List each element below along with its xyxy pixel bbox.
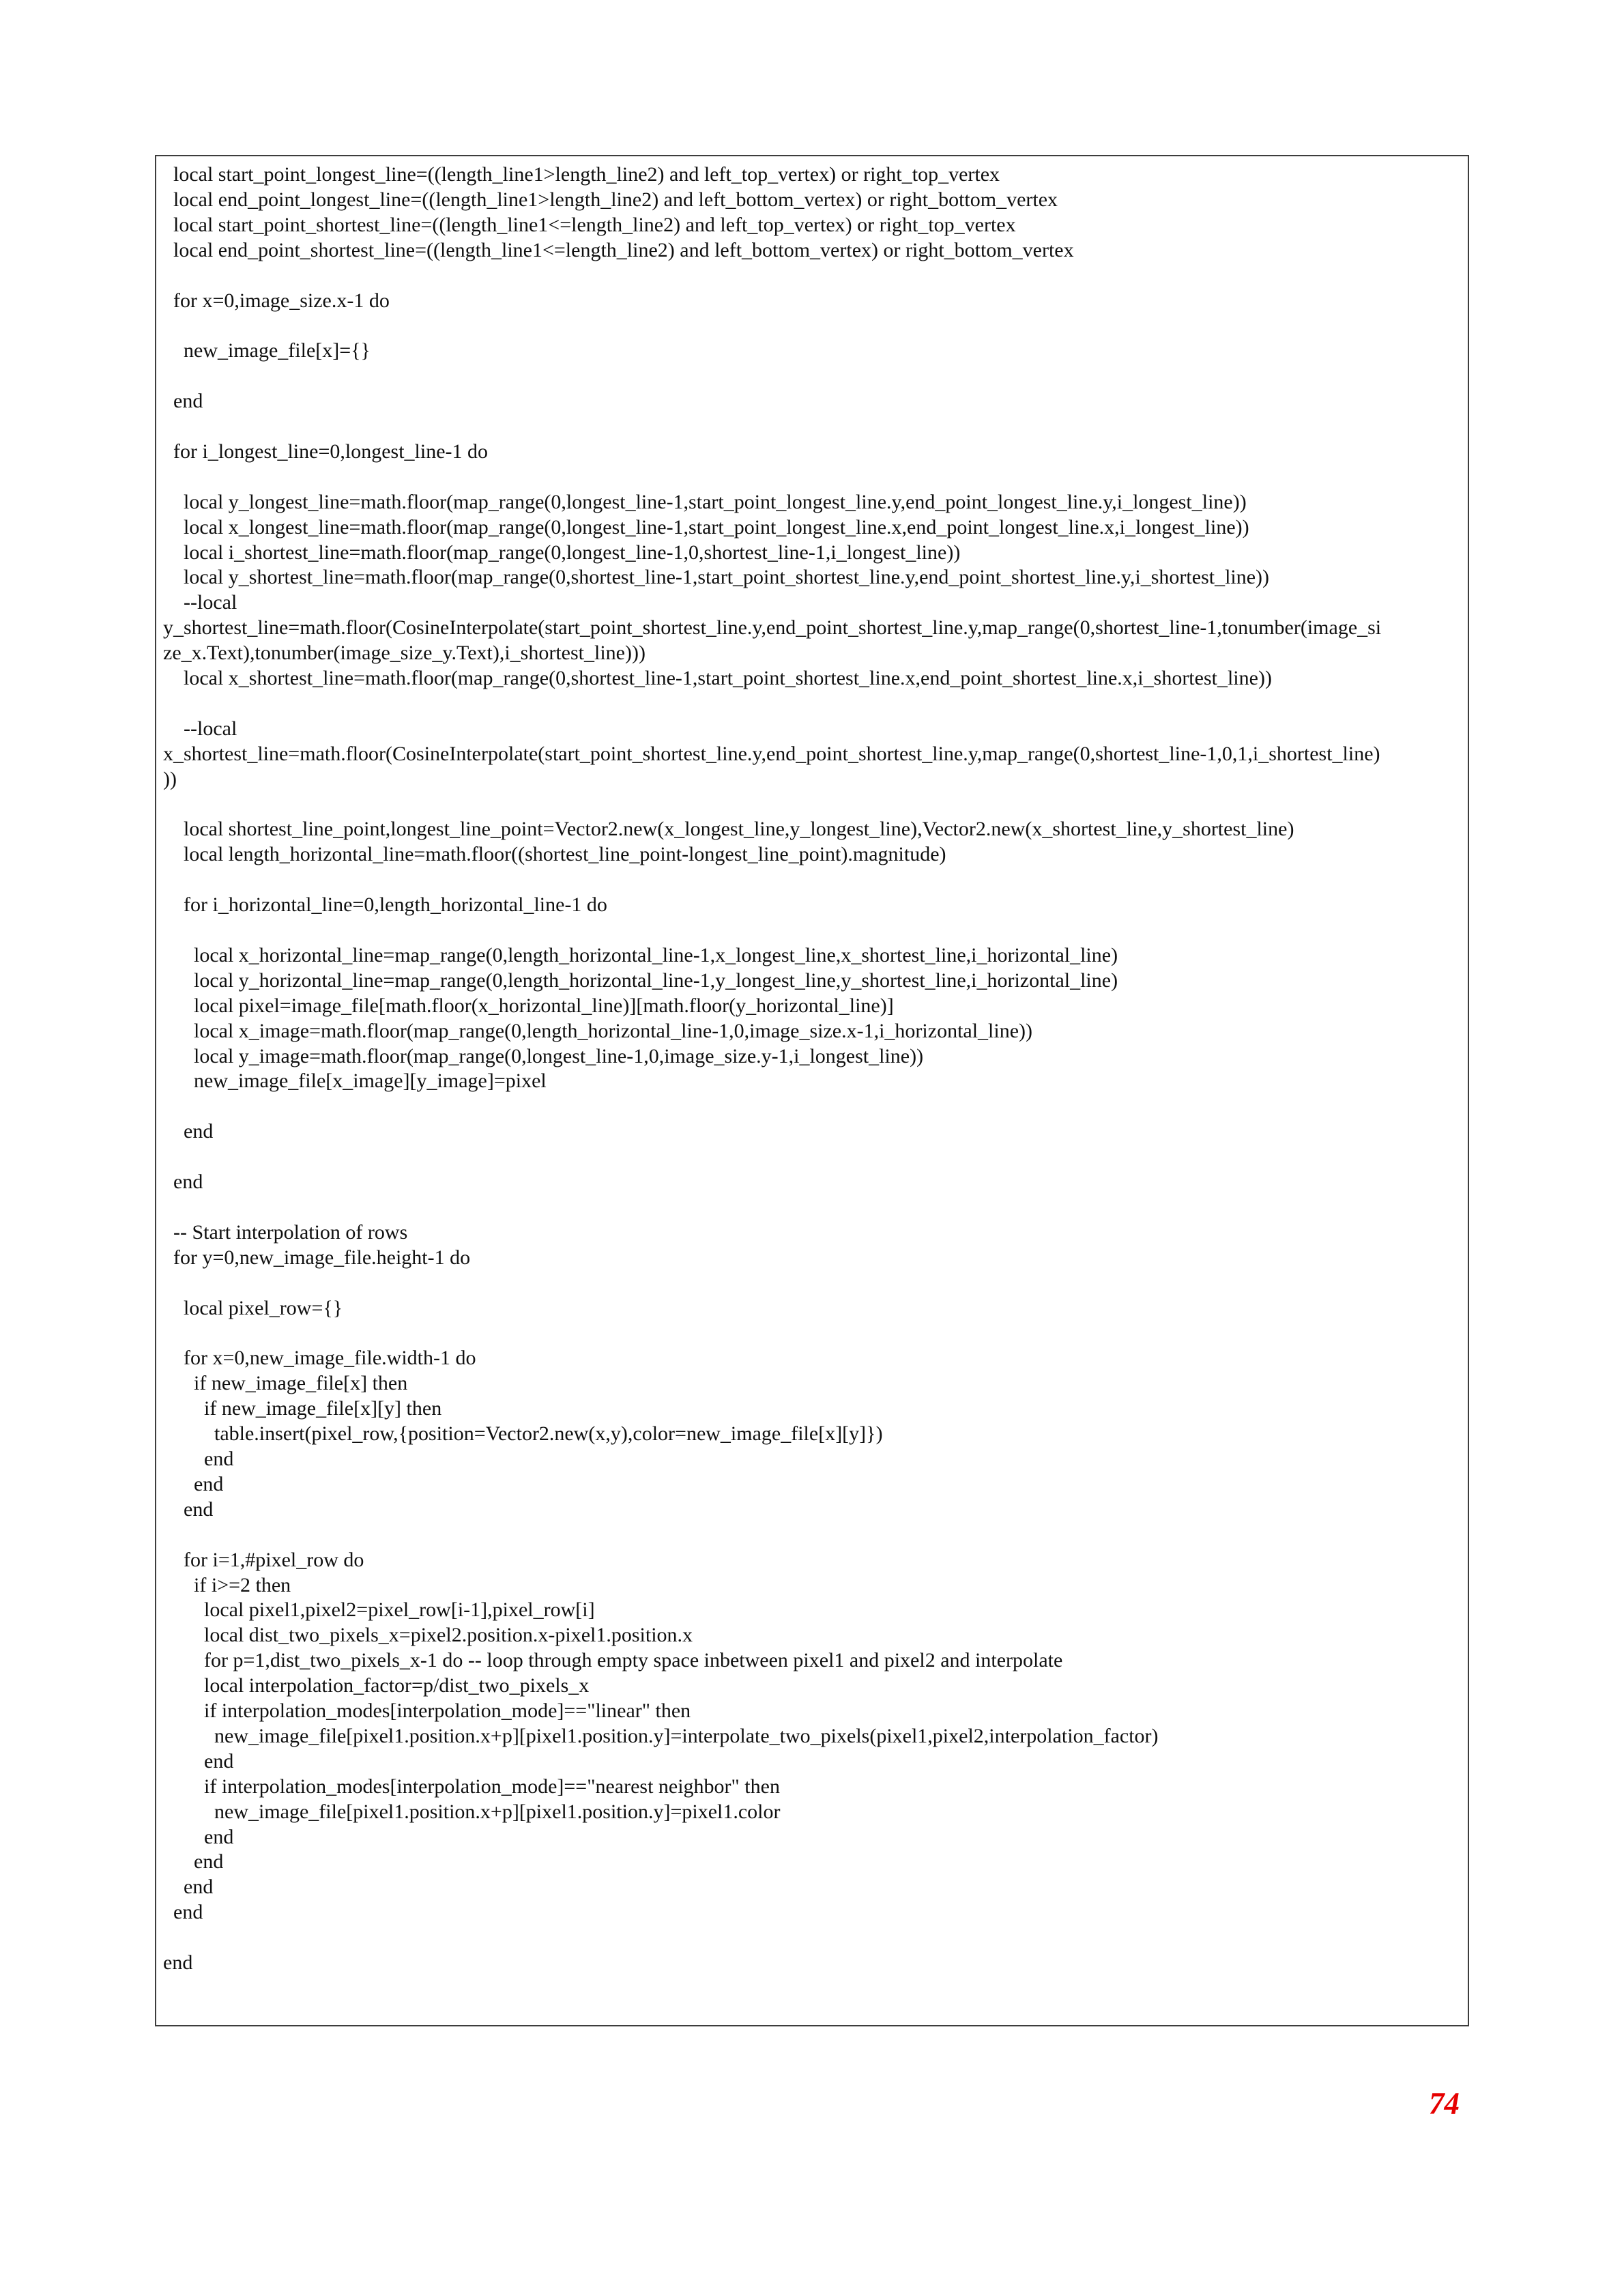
- code-line: end: [163, 1472, 224, 1495]
- code-line: [163, 867, 1464, 893]
- code-line: for y=0,new_image_file.height-1 do: [163, 1246, 471, 1269]
- code-line: local start_point_longest_line=((length_line1>length_line2) and left_top_vertex) or right_top_vertex: [163, 163, 1000, 186]
- code-line: -- Start interpolation of rows: [163, 1220, 408, 1244]
- code-line: [163, 364, 1464, 389]
- code-line: if new_image_file[x] then: [163, 1372, 408, 1395]
- code-line: for x=0,image_size.x-1 do: [163, 289, 390, 312]
- code-line: end: [163, 1120, 214, 1143]
- code-line: local y_longest_line=math.floor(map_range(0,longest_line-1,start_point_longest_line.y,end_point_longest_line.y,i_longest_line)): [163, 490, 1247, 513]
- code-line: local interpolation_factor=p/dist_two_pixels_x: [163, 1674, 590, 1697]
- code-line: local i_shortest_line=math.floor(map_range(0,longest_line-1,0,shortest_line-1,i_longest_line)): [163, 541, 961, 564]
- code-line: local pixel1,pixel2=pixel_row[i-1],pixel_row[i]: [163, 1598, 595, 1622]
- code-line: for i=1,#pixel_row do: [163, 1548, 364, 1571]
- code-line: ze_x.Text),tonumber(image_size_y.Text),i_shortest_line))): [163, 642, 646, 665]
- code-line: [163, 1271, 1464, 1296]
- code-line: end: [163, 1171, 203, 1194]
- code-line: if interpolation_modes[interpolation_mode]=="linear" then: [163, 1699, 691, 1723]
- code-line: end: [163, 1749, 234, 1773]
- code-listing: [155, 155, 1469, 2026]
- code-line: [163, 263, 1464, 289]
- code-line: local shortest_line_point,longest_line_point=Vector2.new(x_longest_line,y_longest_line),Vector2.new(x_shortest_line,y_shortest_line): [163, 818, 1294, 841]
- code-line: [163, 313, 1464, 339]
- code-line: local x_shortest_line=math.floor(map_range(0,shortest_line-1,start_point_shortest_line.x,end_point_shortest_line.x,i_shortest_line)): [163, 667, 1272, 690]
- code-line: [163, 1925, 1464, 1951]
- code-line: [163, 1094, 1464, 1119]
- code-line: local y_image=math.floor(map_range(0,longest_line-1,0,image_size.y-1,i_longest_line)): [163, 1044, 924, 1067]
- code-line: end: [163, 1448, 234, 1470]
- code-line: local start_point_shortest_line=((length_line1<=length_line2) and left_top_vertex) or right_top_vertex: [163, 213, 1016, 236]
- code-line: if interpolation_modes[interpolation_mode]=="nearest neighbor" then: [163, 1775, 780, 1798]
- code-line: end: [163, 1850, 224, 1874]
- code-line: local y_shortest_line=math.floor(map_range(0,shortest_line-1,start_point_shortest_line.y,end_point_shortest_line.y,i_shortest_line)): [163, 566, 1270, 589]
- code-line: new_image_file[pixel1.position.x+p][pixel1.position.y]=interpolate_two_pixels(pixel1,pixel2,interpolation_factor): [163, 1724, 1159, 1747]
- code-line: local end_point_shortest_line=((length_line1<=length_line2) and left_bottom_vertex) or right_bottom_vertex: [163, 238, 1074, 261]
- code-line: for i_horizontal_line=0,length_horizontal_line-1 do: [163, 893, 607, 917]
- code-line: local dist_two_pixels_x=pixel2.position.x-pixel1.position.x: [163, 1624, 693, 1647]
- code-line: if new_image_file[x][y] then: [163, 1397, 442, 1420]
- code-line: [163, 1145, 1464, 1170]
- code-line: local pixel=image_file[math.floor(x_horizontal_line)][math.floor(y_horizontal_line)]: [163, 994, 894, 1017]
- code-line: for x=0,new_image_file.width-1 do: [163, 1347, 476, 1370]
- code-line: local end_point_longest_line=((length_line1>length_line2) and left_bottom_vertex) or right_bottom_vertex: [163, 188, 1058, 211]
- code-line: for i_longest_line=0,longest_line-1 do: [163, 440, 489, 463]
- code-line: end: [163, 390, 203, 413]
- code-line: table.insert(pixel_row,{position=Vector2.new(x,y),color=new_image_file[x][y]}): [163, 1422, 883, 1446]
- code-line: y_shortest_line=math.floor(CosineInterpolate(start_point_shortest_line.y,end_point_shortest_line.y,map_range(0,shortest_line-1,tonumber(image_si: [163, 616, 1382, 640]
- code-line: [163, 1321, 1464, 1346]
- code-line: local x_image=math.floor(map_range(0,length_horizontal_line-1,0,image_size.x-1,i_horizontal_line)): [163, 1019, 1033, 1042]
- code-line: if i>=2 then: [163, 1573, 291, 1596]
- code-line: new_image_file[x_image][y_image]=pixel: [163, 1070, 547, 1093]
- code-line: local y_horizontal_line=map_range(0,length_horizontal_line-1,y_longest_line,y_shortest_line,i_horizontal_line): [163, 968, 1118, 992]
- code-line: end: [163, 1497, 214, 1521]
- code-line: [163, 414, 1464, 440]
- code-line: --local: [163, 591, 237, 614]
- code-line: local length_horizontal_line=math.floor((shortest_line_point-longest_line_point).magnitude): [163, 843, 946, 866]
- code-line: local x_longest_line=math.floor(map_range(0,longest_line-1,start_point_longest_line.x,end_point_longest_line.x,i_longest_line)): [163, 515, 1249, 539]
- code-line: [163, 918, 1464, 943]
- code-line: end: [163, 1951, 193, 1975]
- code-line: end: [163, 1876, 214, 1899]
- code-line: [163, 465, 1464, 490]
- code-line: [163, 792, 1464, 818]
- code-line: end: [163, 1901, 203, 1924]
- code-line: end: [163, 1825, 234, 1848]
- code-line: local pixel_row={}: [163, 1296, 343, 1319]
- code-line: x_shortest_line=math.floor(CosineInterpolate(start_point_shortest_line.y,end_point_shortest_line.y,map_range(0,shortest_line-1,0,1,i_shortest_line): [163, 742, 1380, 765]
- code-line: for p=1,dist_two_pixels_x-1 do -- loop through empty space inbetween pixel1 and pixel2 and interpolate: [163, 1649, 1063, 1672]
- code-line: )): [163, 767, 177, 790]
- code-line: new_image_file[pixel1.position.x+p][pixel1.position.y]=pixel1.color: [163, 1800, 781, 1823]
- code-line: [163, 1195, 1464, 1220]
- code-line: [163, 1523, 1464, 1548]
- code-line: new_image_file[x]={}: [163, 339, 371, 362]
- code-line: local x_horizontal_line=map_range(0,length_horizontal_line-1,x_longest_line,x_shortest_line,i_horizontal_line): [163, 943, 1118, 966]
- code-line: --local: [163, 717, 237, 740]
- page-number: 74: [1429, 2086, 1460, 2121]
- code-line: [163, 691, 1464, 717]
